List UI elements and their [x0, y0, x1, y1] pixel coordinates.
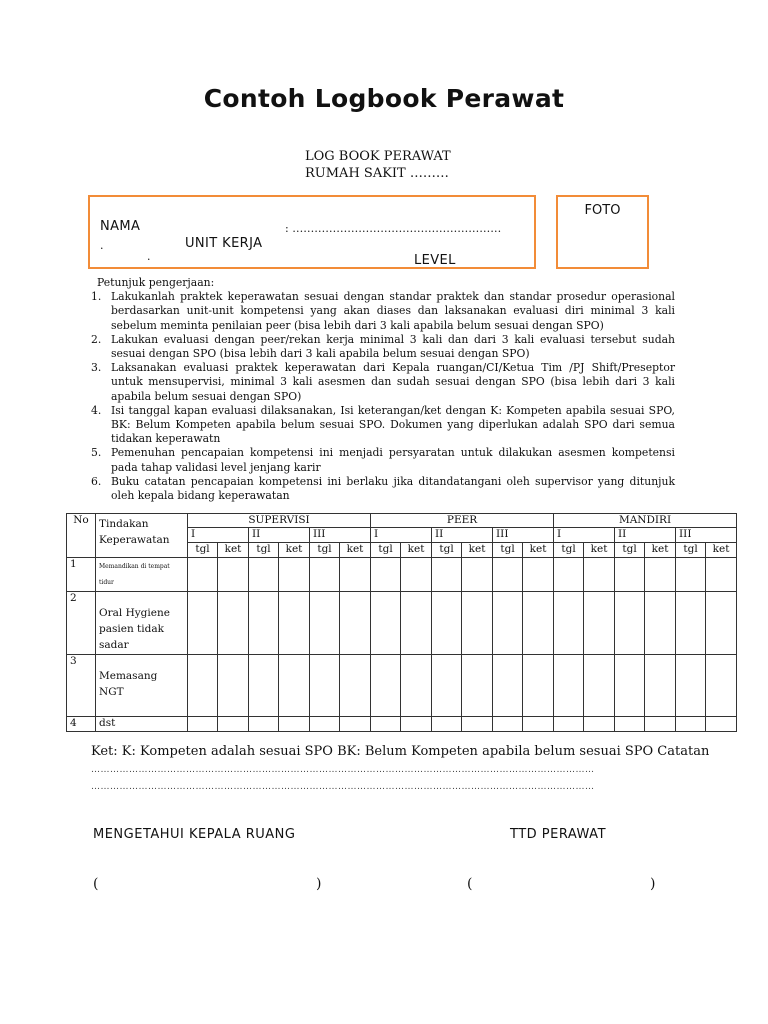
entry-cell[interactable]: [554, 592, 584, 655]
entry-cell[interactable]: [523, 655, 554, 717]
nama-field[interactable]: : …………………………………………………: [285, 222, 502, 235]
roman-header: II: [432, 528, 493, 543]
entry-cell[interactable]: [432, 558, 462, 592]
entry-cell[interactable]: [615, 717, 645, 732]
logbook-heading: LOG BOOK PERAWAT: [305, 149, 451, 164]
row-tindakan: Oral Hygiene pasien tidak sadar: [96, 592, 188, 655]
signature-perawat-label: TTD PERAWAT: [510, 827, 607, 842]
item-text: Laksanakan evaluasi praktek keperawatan dari Kepala ruangan/CI/Ketua Tim /PJ Shift/Preseptor untuk mensupervisi, minimal 3 kali asesmen dan sudah sesuai dengan SPO (bisa lebih dari 3 kali apabila belum sesuai dengan SPO): [111, 361, 675, 403]
entry-cell[interactable]: [523, 592, 554, 655]
entry-cell[interactable]: [279, 558, 310, 592]
entry-cell[interactable]: [676, 655, 706, 717]
tgl-header: tgl: [554, 543, 584, 558]
legend-note: Ket: K: Kompeten adalah sesuai SPO BK: Belum Kompeten apabila belum sesuai SPO Catatan: [91, 744, 710, 759]
roman-header: II: [249, 528, 310, 543]
entry-cell[interactable]: [249, 558, 279, 592]
instruction-item: [91, 446, 675, 474]
header-tindakan: Tindakan Keperawatan: [96, 514, 188, 558]
item-text: Lakukanlah praktek keperawatan sesuai dengan standar praktek dan standar prosedur operasional berdasarkan unit-unit kompetensi yang akan diases dan laksanakan evaluasi diri minimal 3 kali sebelum meminta penilaian peer (bisa lebih dari 3 kali apabila belum sesuai dengan SPO): [111, 290, 675, 332]
instructions: [91, 276, 675, 503]
item-number: 1.: [91, 290, 102, 304]
entry-cell[interactable]: [645, 558, 676, 592]
entry-cell[interactable]: [584, 592, 615, 655]
entry-cell[interactable]: [310, 558, 340, 592]
entry-cell[interactable]: [676, 717, 706, 732]
tgl-header: tgl: [188, 543, 218, 558]
entry-cell[interactable]: [706, 655, 737, 717]
ket-header: ket: [218, 543, 249, 558]
level-label: LEVEL: [414, 253, 456, 268]
entry-cell[interactable]: [554, 655, 584, 717]
entry-cell[interactable]: [188, 558, 218, 592]
item-text: Lakukan evaluasi dengan peer/rekan kerja minimal 3 kali dan dari 3 kali evaluasi tersebut sudah sesuai dengan SPO (bisa lebih dari 3 kali apabila belum sesuai dengan SPO): [111, 332, 675, 361]
table-row: [67, 717, 737, 732]
item-text: Pemenuhan pencapaian kompetensi ini menjadi persyaratan untuk dilakukan asesmen kompetensi pada tahap validasi level jenjang karir: [111, 446, 675, 474]
roman-header: III: [493, 528, 554, 543]
entry-cell[interactable]: [615, 655, 645, 717]
entry-cell[interactable]: [218, 717, 249, 732]
page-title: Contoh Logbook Perawat: [203, 84, 565, 113]
entry-cell[interactable]: [523, 558, 554, 592]
entry-cell[interactable]: [462, 558, 493, 592]
entry-cell[interactable]: [401, 655, 432, 717]
signature-kepala-ruang-label: MENGETAHUI KEPALA RUANG: [93, 827, 296, 842]
ket-header: ket: [645, 543, 676, 558]
entry-cell[interactable]: [188, 592, 218, 655]
entry-cell[interactable]: [371, 717, 401, 732]
entry-cell[interactable]: [706, 558, 737, 592]
logbook-table: [66, 513, 737, 732]
entry-cell[interactable]: [218, 558, 249, 592]
ket-header: ket: [584, 543, 615, 558]
entry-cell[interactable]: [584, 717, 615, 732]
entry-cell[interactable]: [706, 717, 737, 732]
header-mandiri: MANDIRI: [554, 514, 737, 528]
entry-cell[interactable]: [432, 655, 462, 717]
roman-header: III: [676, 528, 737, 543]
entry-cell[interactable]: [645, 592, 676, 655]
table-row: [67, 558, 737, 592]
entry-cell[interactable]: [706, 592, 737, 655]
entry-cell[interactable]: [493, 592, 523, 655]
row-tindakan: Memasang NGT: [96, 655, 188, 717]
entry-cell[interactable]: [188, 717, 218, 732]
ket-header: ket: [340, 543, 371, 558]
entry-cell[interactable]: [310, 655, 340, 717]
tgl-header: tgl: [676, 543, 706, 558]
entry-cell[interactable]: [615, 592, 645, 655]
header-supervisi: SUPERVISI: [188, 514, 371, 528]
roman-header: I: [371, 528, 432, 543]
item-number: 4.: [91, 403, 102, 417]
entry-cell[interactable]: [279, 717, 310, 732]
item-text: Isi tanggal kapan evaluasi dilaksanakan, Isi keterangan/ket dengan K: Kompeten apabila sesuai SPO, BK: Belum Kompeten apabila belum sesuai SPO. Dokumen yang diperlukan adalah SPO dari semua tidakan keperawatn: [111, 403, 675, 446]
instruction-item: [91, 333, 675, 361]
unit-kerja-label: UNIT KERJA: [185, 236, 263, 251]
entry-cell[interactable]: [249, 717, 279, 732]
entry-cell[interactable]: [554, 558, 584, 592]
entry-cell[interactable]: [249, 655, 279, 717]
dot-mark-small: ·: [147, 253, 151, 266]
catatan-line[interactable]: ……………………………………………………………………………………………………………………………………………: [91, 782, 595, 792]
instructions-heading: Petunjuk pengerjaan:: [97, 276, 215, 289]
entry-cell[interactable]: [493, 717, 523, 732]
signature-paren-close: ): [316, 876, 322, 892]
entry-cell[interactable]: [340, 655, 371, 717]
tgl-header: tgl: [493, 543, 523, 558]
row-number: 1: [67, 558, 96, 592]
hospital-heading: RUMAH SAKIT ………: [305, 166, 449, 181]
entry-cell[interactable]: [371, 655, 401, 717]
entry-cell[interactable]: [401, 592, 432, 655]
entry-cell[interactable]: [554, 717, 584, 732]
table-row: [67, 592, 737, 655]
ket-header: ket: [279, 543, 310, 558]
roman-header: II: [615, 528, 676, 543]
entry-cell[interactable]: [462, 655, 493, 717]
entry-cell[interactable]: [676, 592, 706, 655]
foto-label: FOTO: [584, 203, 621, 218]
row-tindakan: dst: [96, 717, 188, 732]
entry-cell[interactable]: [584, 558, 615, 592]
signature-paren-open: (: [467, 876, 473, 892]
table-row: [67, 655, 737, 717]
entry-cell[interactable]: [401, 717, 432, 732]
entry-cell[interactable]: [279, 655, 310, 717]
entry-cell[interactable]: [218, 592, 249, 655]
entry-cell[interactable]: [218, 655, 249, 717]
entry-cell[interactable]: [462, 592, 493, 655]
instruction-item: [91, 475, 675, 503]
ket-header: ket: [462, 543, 493, 558]
entry-cell[interactable]: [584, 655, 615, 717]
row-number: 3: [67, 655, 96, 717]
entry-cell[interactable]: [279, 592, 310, 655]
roman-header: I: [188, 528, 249, 543]
roman-header: III: [310, 528, 371, 543]
entry-cell[interactable]: [493, 655, 523, 717]
entry-cell[interactable]: [615, 558, 645, 592]
entry-cell[interactable]: [188, 655, 218, 717]
instruction-item: [91, 290, 675, 333]
entry-cell[interactable]: [340, 592, 371, 655]
entry-cell[interactable]: [523, 717, 554, 732]
item-number: 3.: [91, 361, 102, 375]
header-peer: PEER: [371, 514, 554, 528]
signature-paren-close: ): [650, 876, 656, 892]
tgl-header: tgl: [615, 543, 645, 558]
catatan-line[interactable]: ……………………………………………………………………………………………………………………………………………: [91, 765, 595, 775]
entry-cell[interactable]: [340, 558, 371, 592]
entry-cell[interactable]: [676, 558, 706, 592]
nama-label: NAMA: [100, 219, 141, 234]
entry-cell[interactable]: [432, 717, 462, 732]
tgl-header: tgl: [249, 543, 279, 558]
signature-paren-open: (: [93, 876, 99, 892]
ket-header: ket: [401, 543, 432, 558]
item-number: 2.: [91, 332, 102, 346]
entry-cell[interactable]: [462, 717, 493, 732]
entry-cell[interactable]: [310, 717, 340, 732]
entry-cell[interactable]: [493, 558, 523, 592]
tgl-header: tgl: [371, 543, 401, 558]
item-number: 6.: [91, 474, 102, 488]
identity-box: [88, 195, 536, 269]
row-number: 4: [67, 717, 96, 732]
tgl-header: tgl: [432, 543, 462, 558]
item-text: Buku catatan pencapaian kompetensi ini berlaku jika ditandatangani oleh supervisor yang ditunjuk oleh kepala bidang keperawatan: [111, 474, 675, 503]
entry-cell[interactable]: [249, 592, 279, 655]
entry-cell[interactable]: [371, 592, 401, 655]
entry-cell[interactable]: [340, 717, 371, 732]
row-tindakan: Memandikan di tempat tidur: [96, 558, 188, 592]
dot-mark: .: [100, 239, 104, 252]
entry-cell[interactable]: [645, 717, 676, 732]
header-no: No: [67, 514, 96, 558]
row-number: 2: [67, 592, 96, 655]
roman-header: I: [554, 528, 615, 543]
tgl-header: tgl: [310, 543, 340, 558]
entry-cell[interactable]: [371, 558, 401, 592]
entry-cell[interactable]: [401, 558, 432, 592]
photo-box: [556, 195, 649, 269]
instruction-item: [91, 361, 675, 404]
entry-cell[interactable]: [432, 592, 462, 655]
entry-cell[interactable]: [645, 655, 676, 717]
entry-cell[interactable]: [310, 592, 340, 655]
item-number: 5.: [91, 446, 102, 460]
ket-header: ket: [523, 543, 554, 558]
instruction-item: [91, 404, 675, 447]
ket-header: ket: [706, 543, 737, 558]
